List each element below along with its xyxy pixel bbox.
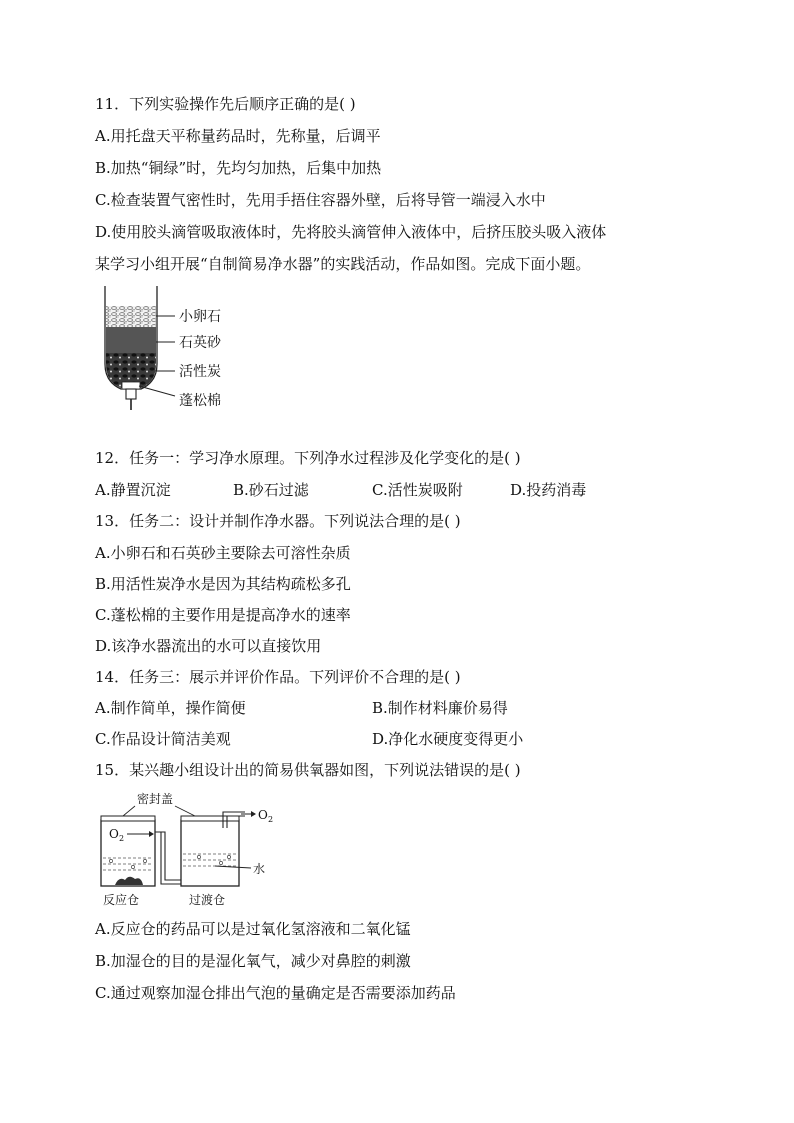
q15-option-c: C.通过观察加湿仓排出气泡的量确定是否需要添加药品: [95, 984, 456, 1002]
cotton-layer: [122, 382, 140, 389]
transition-chamber-label: 过渡仓: [189, 893, 226, 907]
pebble-layer: [106, 306, 156, 327]
q15-option-b: B.加湿仓的目的是湿化氧气，减少对鼻腔的刺激: [95, 952, 411, 970]
water-filter-figure: [95, 282, 245, 422]
oxygen-supply-figure: [95, 788, 295, 910]
label-activated-carbon: 活性炭: [179, 364, 221, 380]
q11-option-c: C.检查装置气密性时，先用手捂住容器外壁，后将导管一端浸入水中: [95, 191, 546, 209]
q14-stem: 14．任务三：展示并评价作品。下列评价不合理的是( ): [95, 668, 461, 686]
q11-option-b: B.加热“铜绿”时，先均匀加热，后集中加热: [95, 159, 382, 177]
q12-stem: 12．任务一：学习净水原理。下列净水过程涉及化学变化的是( ): [95, 449, 521, 467]
q14-option-c: C.作品设计简洁美观: [95, 730, 231, 748]
q15-stem: 15．某兴趣小组设计出的简易供氧器如图，下列说法错误的是( ): [95, 761, 521, 779]
q11-option-d: D.使用胶头滴管吸取液体时，先将胶头滴管伸入液体中，后挤压胶头吸入液体: [95, 223, 607, 241]
q12-option-c: C.活性炭吸附: [372, 481, 463, 499]
label-quartz-sand: 石英砂: [179, 335, 221, 351]
q13-option-c: C.蓬松棉的主要作用是提高净水的速率: [95, 606, 351, 624]
label-pebbles: 小卵石: [179, 309, 221, 325]
q11-option-a: A.用托盘天平称量药品时，先称量，后调平: [95, 127, 381, 145]
q12-option-d: D.投药消毒: [510, 481, 587, 499]
q12-option-a: A.静置沉淀: [95, 481, 171, 499]
q14-option-b: B.制作材料廉价易得: [372, 699, 508, 717]
q13-option-a: A.小卵石和石英砂主要除去可溶性杂质: [95, 544, 351, 562]
svg-text:2: 2: [268, 815, 274, 824]
q13-option-d: D.该净水器流出的水可以直接饮用: [95, 637, 322, 655]
q13-option-b: B.用活性炭净水是因为其结构疏松多孔: [95, 575, 351, 593]
o2-out-label: O: [258, 808, 268, 822]
water-label: 水: [253, 862, 266, 876]
label-cotton: 蓬松棉: [179, 393, 221, 409]
q14-option-d: D.净化水硬度变得更小: [372, 730, 524, 748]
q13-stem: 13．任务二：设计并制作净水器。下列说法合理的是( ): [95, 512, 461, 530]
q14-option-a: A.制作简单，操作简便: [95, 699, 246, 717]
q12-option-b: B.砂石过滤: [233, 481, 309, 499]
o2-in-label: O: [109, 827, 119, 841]
quartz-sand-layer: [106, 327, 156, 353]
svg-text:2: 2: [119, 834, 125, 843]
lid-label: 密封盖: [137, 792, 174, 806]
reaction-chamber-label: 反应仓: [103, 893, 140, 907]
q11-stem: 11．下列实验操作先后顺序正确的是( ): [95, 95, 356, 113]
q15-option-a: A.反应仓的药品可以是过氧化氢溶液和二氧化锰: [95, 920, 411, 938]
transition-chamber: [181, 820, 239, 886]
group-intro: 某学习小组开展“自制简易净水器”的实践活动，作品如图。完成下面小题。: [95, 255, 591, 273]
